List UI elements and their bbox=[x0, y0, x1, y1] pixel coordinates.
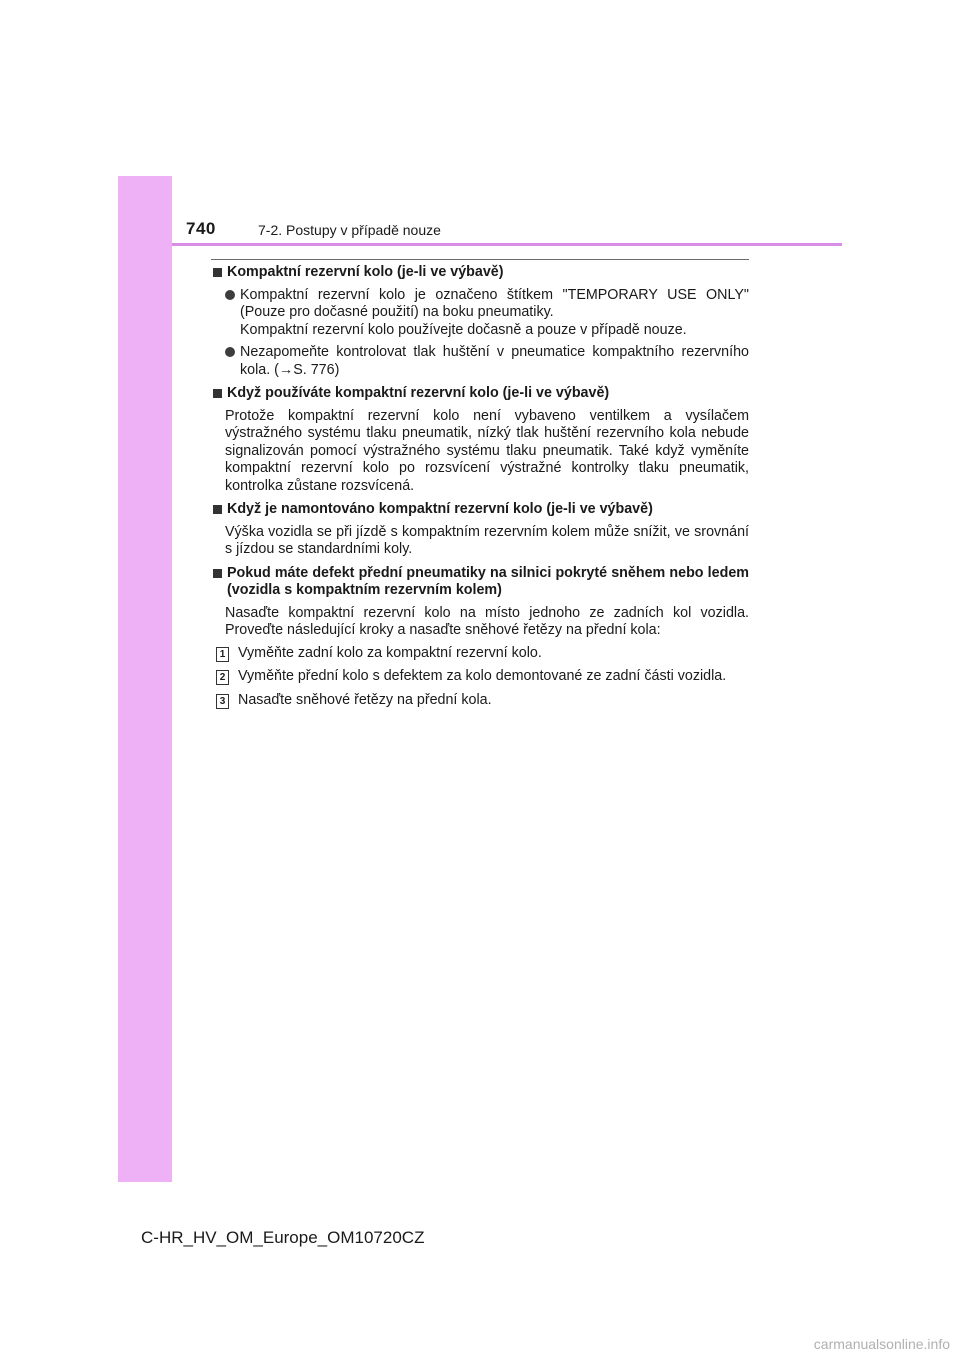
bullet-text: Kompaktní rezervní kolo je označeno štítkem "TEMPORARY USE ONLY" (Pouze pro dočasné použití) na boku pneumatiky. bbox=[240, 286, 749, 320]
section-body: Nasaďte kompaktní rezervní kolo na místo jednoho ze zadních kol vozidla. Proveďte následující kroky a nasaďte sněhové řetězy na přední kola: bbox=[225, 604, 749, 638]
square-bullet-icon bbox=[213, 505, 222, 514]
page-number: 740 bbox=[186, 219, 216, 238]
side-color-band bbox=[118, 176, 172, 1182]
bullet-item bbox=[211, 287, 749, 340]
step-text: Vyměňte zadní kolo za kompaktní rezervní kolo. bbox=[238, 644, 542, 661]
content-top-rule bbox=[211, 259, 749, 260]
section-heading: Pokud máte defekt přední pneumatiky na silnici pokryté sněhem nebo ledem (vozidla s kompaktním rezervním kolem) bbox=[211, 565, 749, 600]
watermark: carmanualsonline.info bbox=[813, 1336, 950, 1352]
bullet-text: Nezapomeňte kontrolovat tlak huštění v pneumatice kompaktního rezervního kola. (→S. 776) bbox=[240, 344, 749, 378]
square-bullet-icon bbox=[213, 389, 222, 398]
square-bullet-icon bbox=[213, 569, 222, 578]
step-item bbox=[216, 692, 749, 710]
section-heading: Když používáte kompaktní rezervní kolo (je-li ve výbavě) bbox=[211, 385, 749, 403]
step-item bbox=[216, 668, 749, 686]
section-compact-spare bbox=[211, 264, 749, 379]
step-list bbox=[211, 645, 749, 710]
section-using-compact-spare bbox=[211, 385, 749, 495]
page-content bbox=[211, 264, 749, 715]
section-heading: Když je namontováno kompaktní rezervní kolo (je-li ve výbavě) bbox=[211, 501, 749, 519]
section-front-flat-snow bbox=[211, 565, 749, 710]
bullet-item bbox=[211, 344, 749, 379]
section-body: Protože kompaktní rezervní kolo není vybaveno ventilkem a vysílačem výstražného systému tlaku pneumatik, nízký tlak huštění rezervního kola nebude signalizován pomocí výstražného systému tlaku pneumatik. Také když vyměníte kompaktní rezervní kolo po rozsvícení výstražné kontrolky tlaku pneumatik, kontrolka zůstane rozsvícená. bbox=[225, 407, 749, 494]
round-bullet-icon bbox=[225, 290, 235, 300]
bullet-text-extra: Kompaktní rezervní kolo používejte dočasně a pouze v případě nouze. bbox=[240, 321, 687, 338]
step-number: 1 bbox=[216, 647, 229, 662]
step-text: Vyměňte přední kolo s defektem za kolo demontované ze zadní části vozidla. bbox=[238, 668, 727, 684]
step-text: Nasaďte sněhové řetězy na přední kola. bbox=[238, 691, 492, 708]
section-title: 7-2. Postupy v případě nouze bbox=[258, 222, 441, 238]
footer-document-code: C-HR_HV_OM_Europe_OM10720CZ bbox=[141, 1228, 425, 1247]
section-body: Výška vozidla se při jízdě s kompaktním rezervním kolem může snížit, ve srovnání s jízdou se standardními koly. bbox=[225, 523, 749, 557]
step-number: 2 bbox=[216, 670, 229, 685]
step-item bbox=[216, 645, 749, 663]
round-bullet-icon bbox=[225, 347, 235, 357]
header-divider bbox=[172, 243, 842, 246]
square-bullet-icon bbox=[213, 268, 222, 277]
step-number: 3 bbox=[216, 694, 229, 709]
section-heading: Kompaktní rezervní kolo (je-li ve výbavě) bbox=[211, 264, 749, 282]
section-mounted-compact-spare bbox=[211, 501, 749, 559]
